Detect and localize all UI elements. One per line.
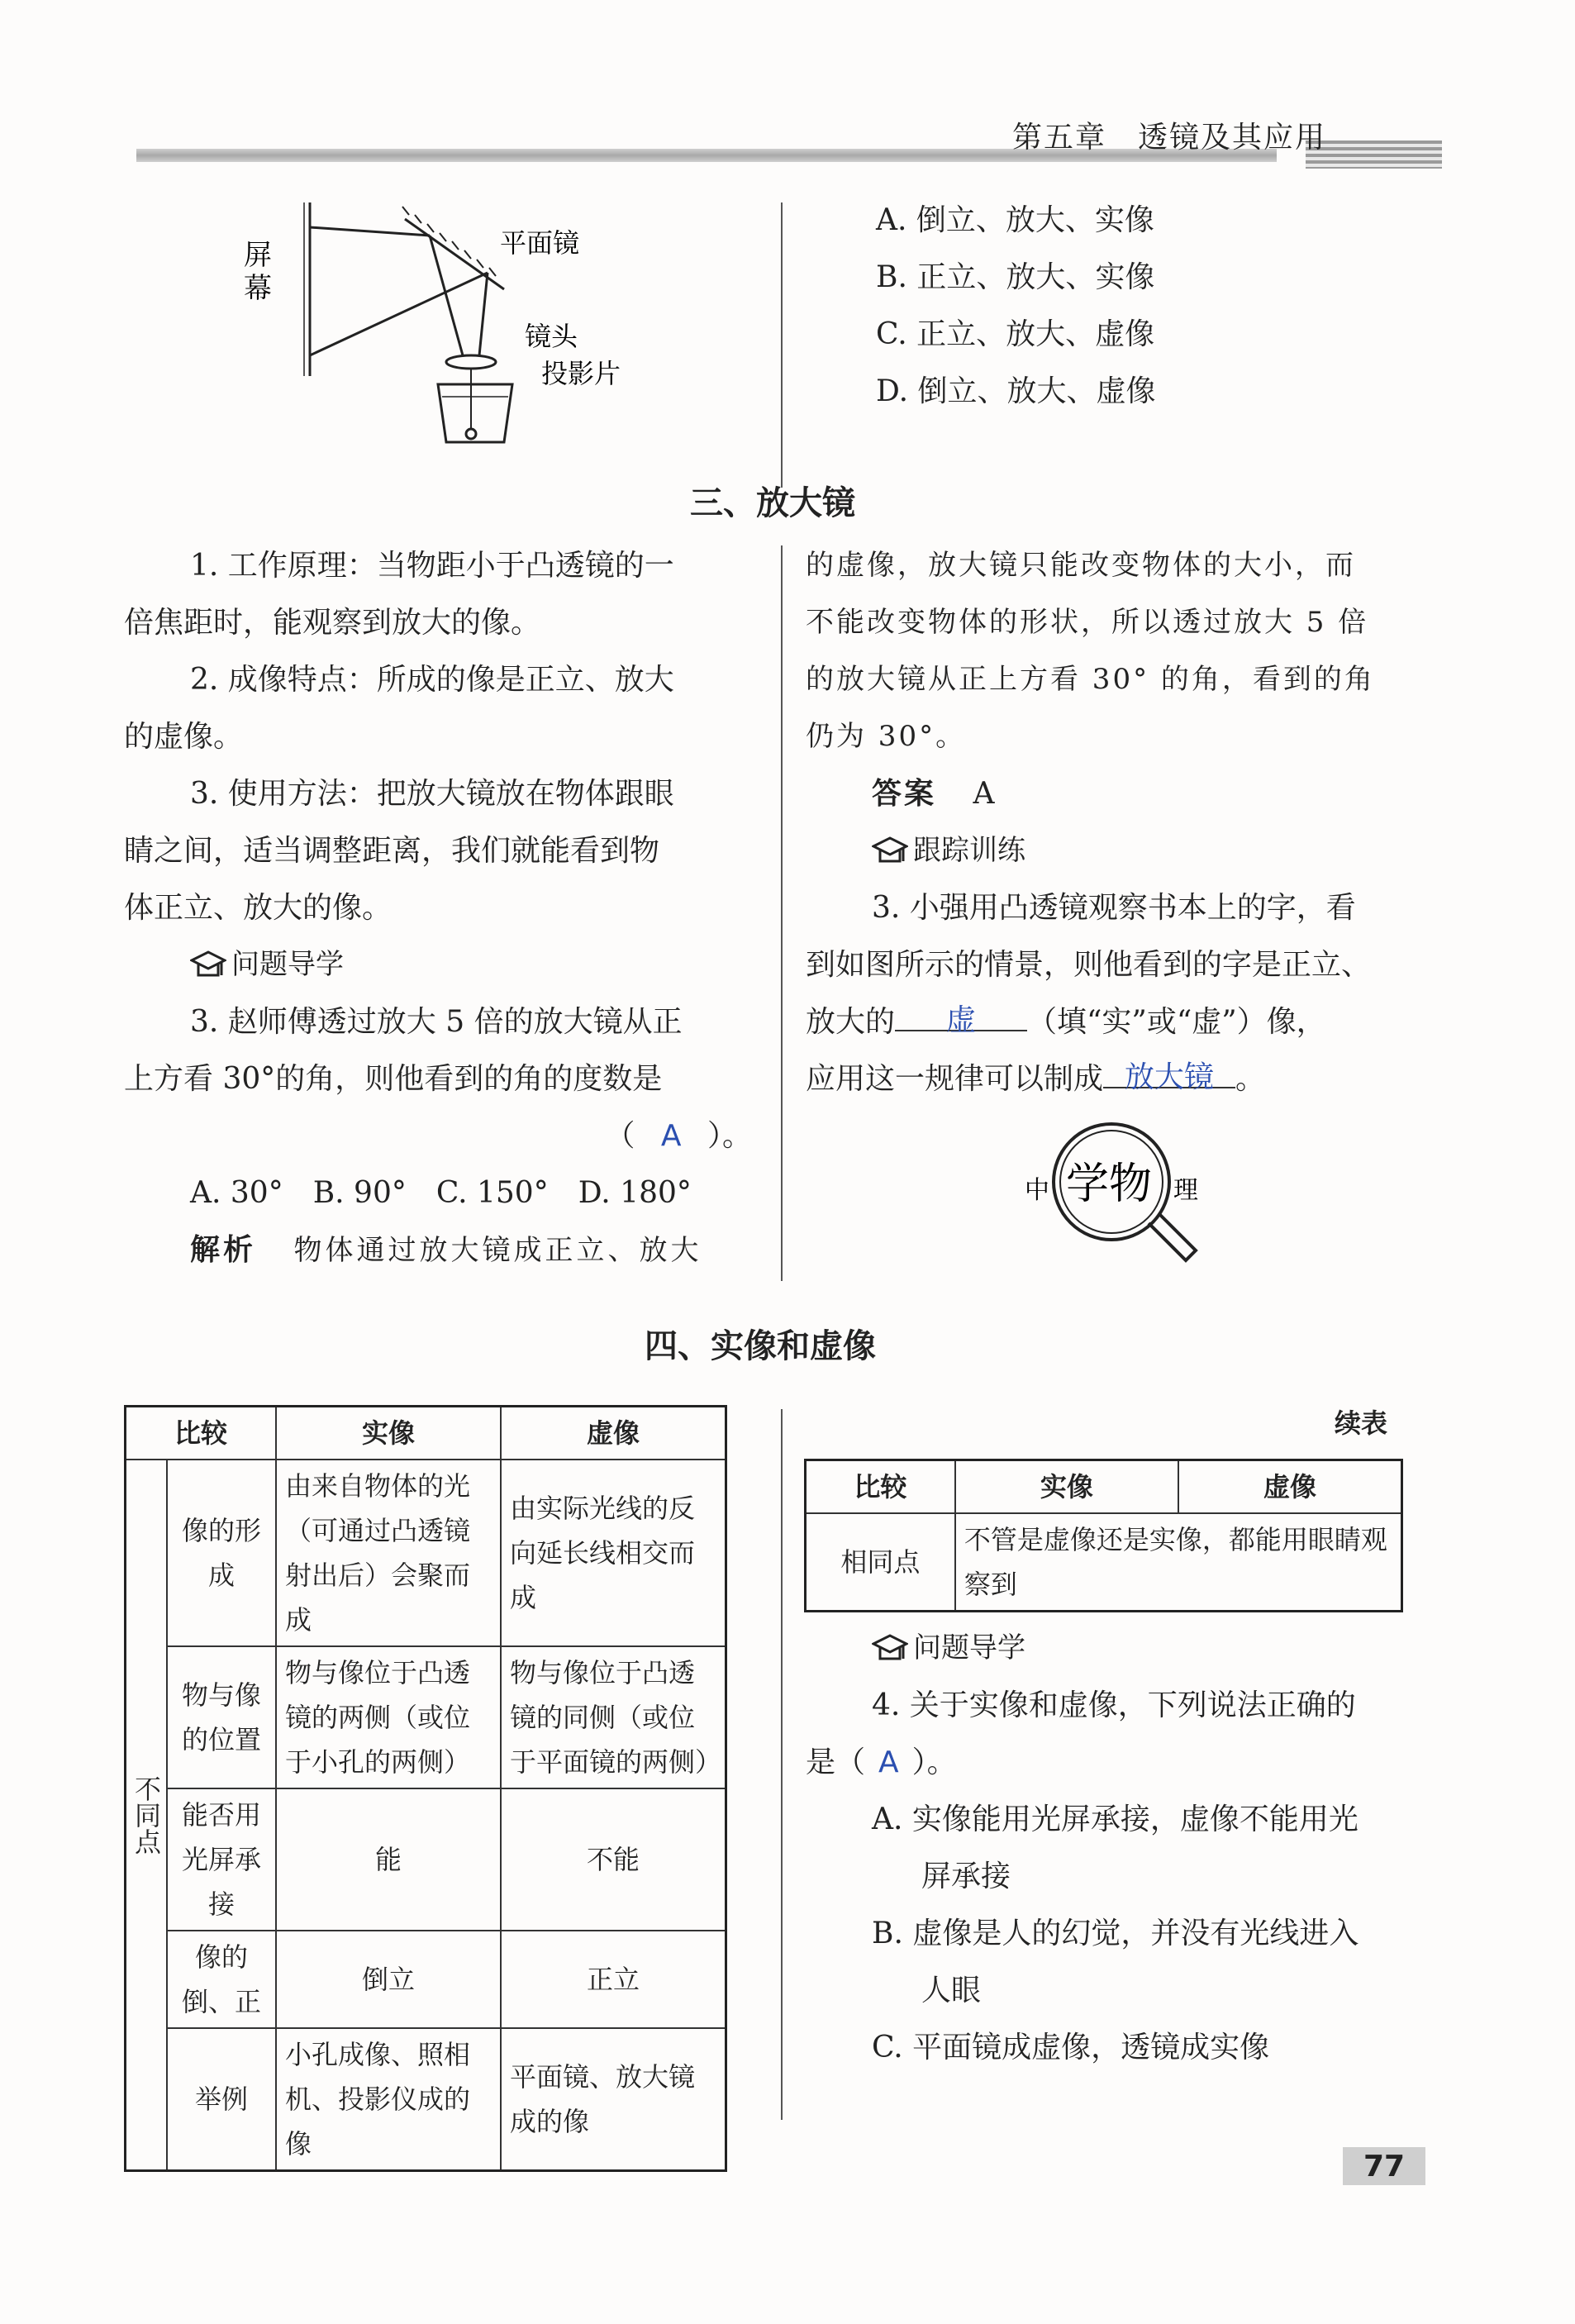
cap-icon: [872, 1632, 908, 1665]
q3b-line-2: 到如图所示的情景，则他看到的字是正立、: [806, 948, 1372, 982]
badge-wenti-2-label: 问题导学: [913, 1631, 1025, 1664]
option-d: D. 倒立、放大、虚像: [876, 374, 1156, 408]
principle-line-2: 倍焦距时，能观察到放大的像。: [124, 606, 541, 640]
magnifier-figure: [1016, 1116, 1248, 1281]
th-compare: 比较: [126, 1407, 277, 1460]
row-virtual: 物与像位于凸透镜的同侧（或位于平面镜的两侧）: [501, 1646, 726, 1788]
q3-paren-open: （: [605, 1119, 635, 1153]
q4-option-b-2: 人眼: [921, 1974, 982, 2007]
q3b-line-1: 3. 小强用凸透镜观察书本上的字，看: [872, 891, 1356, 925]
chapter-title: 第五章 透镜及其应用: [1012, 121, 1327, 155]
section-3-left-column: [124, 537, 760, 1279]
row-label: 举例: [167, 2028, 276, 2171]
table-row: [126, 1646, 726, 1788]
cap-icon: [872, 835, 908, 868]
row-common: 不管是虚像还是实像，都能用眼睛观察到: [955, 1513, 1402, 1612]
mag-left-char: 中: [1025, 1176, 1049, 1205]
row-virtual: 不能: [501, 1788, 726, 1931]
answer-value: A: [973, 777, 997, 811]
row-real: 能: [276, 1788, 501, 1931]
option-b: B. 正立、放大、实像: [876, 260, 1155, 294]
row-virtual: 由实际光线的反向延长线相交而成: [501, 1460, 726, 1646]
projector-diagram: [240, 198, 661, 455]
q4-option-c: C. 平面镜成虚像，透镜成实像: [872, 2031, 1270, 2064]
row-real: 小孔成像、照相机、投影仪成的像: [276, 2028, 501, 2171]
section-3-right-column: [806, 537, 1442, 1107]
feature-line-1: 2. 成像特点：所成的像是正立、放大: [190, 663, 674, 697]
th-real: 实像: [276, 1407, 501, 1460]
row-real: 由来自物体的光（可通过凸透镜射出后）会聚而成: [276, 1460, 501, 1646]
table-row: [126, 2028, 726, 2171]
q3b-blank-2-answer: 放大镜: [1125, 1060, 1215, 1094]
row-label: 像的形成: [167, 1460, 276, 1646]
q4-option-b-1: B. 虚像是人的幻觉，并没有光线进入: [872, 1917, 1359, 1950]
table-row: [126, 1460, 726, 1646]
screen-label-1: 屏: [244, 239, 272, 272]
badge-wenti-2: [806, 1620, 1442, 1677]
q3-line-1: 3. 赵师傅透过放大 5 倍的放大镜从正: [190, 1005, 683, 1039]
lens-label: 镜头: [525, 321, 578, 352]
q3b-line-3-post: （填“实”或“虚”）像，: [1027, 1005, 1326, 1039]
q4-block: [806, 1620, 1442, 2076]
q3-answer: A: [660, 1119, 682, 1153]
row-real: 倒立: [276, 1931, 501, 2028]
q3-line-2: 上方看 30°的角，则他看到的角的度数是: [124, 1062, 663, 1096]
table-header-row: [126, 1407, 726, 1460]
answer-label: 答案: [872, 777, 937, 811]
q4-line-2-post: ）。: [911, 1745, 957, 1779]
q4-line-2: [806, 1734, 1442, 1791]
row-virtual: 正立: [501, 1931, 726, 2028]
q3b-line-3: [806, 993, 1442, 1050]
table-row: [126, 1931, 726, 2028]
row-virtual: 平面镜、放大镜成的像: [501, 2028, 726, 2171]
answer-line: [806, 765, 1442, 822]
q3b-line-4: [806, 1050, 1442, 1107]
th-real: 实像: [955, 1460, 1178, 1514]
section-4-title: 四、实像和虚像: [645, 1327, 876, 1365]
badge-genzong: [806, 822, 1442, 879]
table-row: [806, 1513, 1402, 1612]
badge-wenti-label: 问题导学: [231, 948, 344, 981]
section-3-title: 三、放大镜: [690, 484, 855, 522]
q4-option-a-1: A. 实像能用光屏承接，虚像不能用光: [872, 1803, 1358, 1836]
jiexi-cont-1: 的虚像，放大镜只能改变物体的大小，而: [806, 549, 1356, 582]
jiexi-cont-2: 不能改变物体的形状，所以透过放大 5 倍: [806, 606, 1369, 639]
badge-wenti: [124, 936, 760, 993]
continued-label: 续表: [1335, 1407, 1388, 1439]
screen-label-2: 幕: [244, 272, 272, 305]
row-real: 物与像位于凸透镜的两侧（或位于小孔的两侧）: [276, 1646, 501, 1788]
q4-option-a-2: 屏承接: [921, 1860, 1011, 1893]
row-label: 能否用光屏承接: [167, 1788, 276, 1931]
row-label: 像的倒、正: [167, 1931, 276, 2028]
q3-paren-close: ）。: [707, 1119, 752, 1153]
slide-label: 投影片: [541, 358, 621, 389]
q4-answer: A: [878, 1745, 899, 1779]
column-divider: [781, 202, 783, 488]
top-question-options: [876, 192, 1155, 420]
usage-line-3: 体正立、放大的像。: [124, 891, 393, 925]
q3b-line-4-post: 。: [1235, 1062, 1266, 1096]
continued-table: [804, 1459, 1403, 1612]
option-c: C. 正立、放大、虚像: [876, 317, 1155, 351]
mag-right-char: 理: [1173, 1176, 1198, 1205]
usage-line-2: 睛之间，适当调整距离，我们就能看到物: [124, 834, 660, 868]
column-divider: [781, 545, 783, 1281]
jiexi-text: 物体通过放大镜成正立、放大: [293, 1234, 702, 1267]
th-virtual: 虚像: [501, 1407, 726, 1460]
jiexi-cont-4: 仍为 30°。: [806, 720, 967, 753]
q3-options: A. 30° B. 90° C. 150° D. 180°: [190, 1176, 692, 1210]
cap-icon: [190, 949, 226, 982]
q4-line-2-pre: 是（: [806, 1745, 866, 1779]
q3-answer-line: [124, 1107, 760, 1164]
jiexi-label: 解析: [190, 1233, 257, 1267]
badge-genzong-label: 跟踪训练: [913, 834, 1025, 867]
th-compare: 比较: [806, 1460, 955, 1514]
comparison-table: [124, 1405, 727, 2172]
mirror-label: 平面镜: [500, 227, 580, 259]
mag-center-chars: 学物: [1066, 1160, 1153, 1209]
table-row: [126, 1788, 726, 1931]
column-divider: [781, 1409, 783, 2120]
th-virtual: 虚像: [1178, 1460, 1402, 1514]
q3b-line-4-pre: 应用这一规律可以制成: [806, 1062, 1104, 1096]
group-label: 不同点: [126, 1460, 168, 2171]
option-a: A. 倒立、放大、实像: [876, 203, 1154, 237]
row-label: 相同点: [806, 1513, 955, 1612]
q3b-blank-2[interactable]: [1103, 1054, 1235, 1094]
jiexi-line: [124, 1222, 760, 1279]
page-number: 77: [1343, 2147, 1425, 2185]
principle-line-1: 1. 工作原理：当物距小于凸透镜的一: [190, 549, 674, 583]
q3b-blank-1-answer: 虚: [946, 1003, 977, 1037]
q3b-blank-1[interactable]: [895, 997, 1027, 1037]
q3b-line-3-pre: 放大的: [806, 1005, 896, 1039]
table-header-row: [806, 1460, 1402, 1514]
jiexi-cont-3: 的放大镜从正上方看 30° 的角，看到的角: [806, 663, 1375, 696]
usage-line-1: 3. 使用方法：把放大镜放在物体跟眼: [190, 777, 674, 811]
row-label: 物与像的位置: [167, 1646, 276, 1788]
feature-line-2: 的虚像。: [124, 720, 244, 754]
q4-line-1: 4. 关于实像和虚像，下列说法正确的: [872, 1688, 1356, 1722]
